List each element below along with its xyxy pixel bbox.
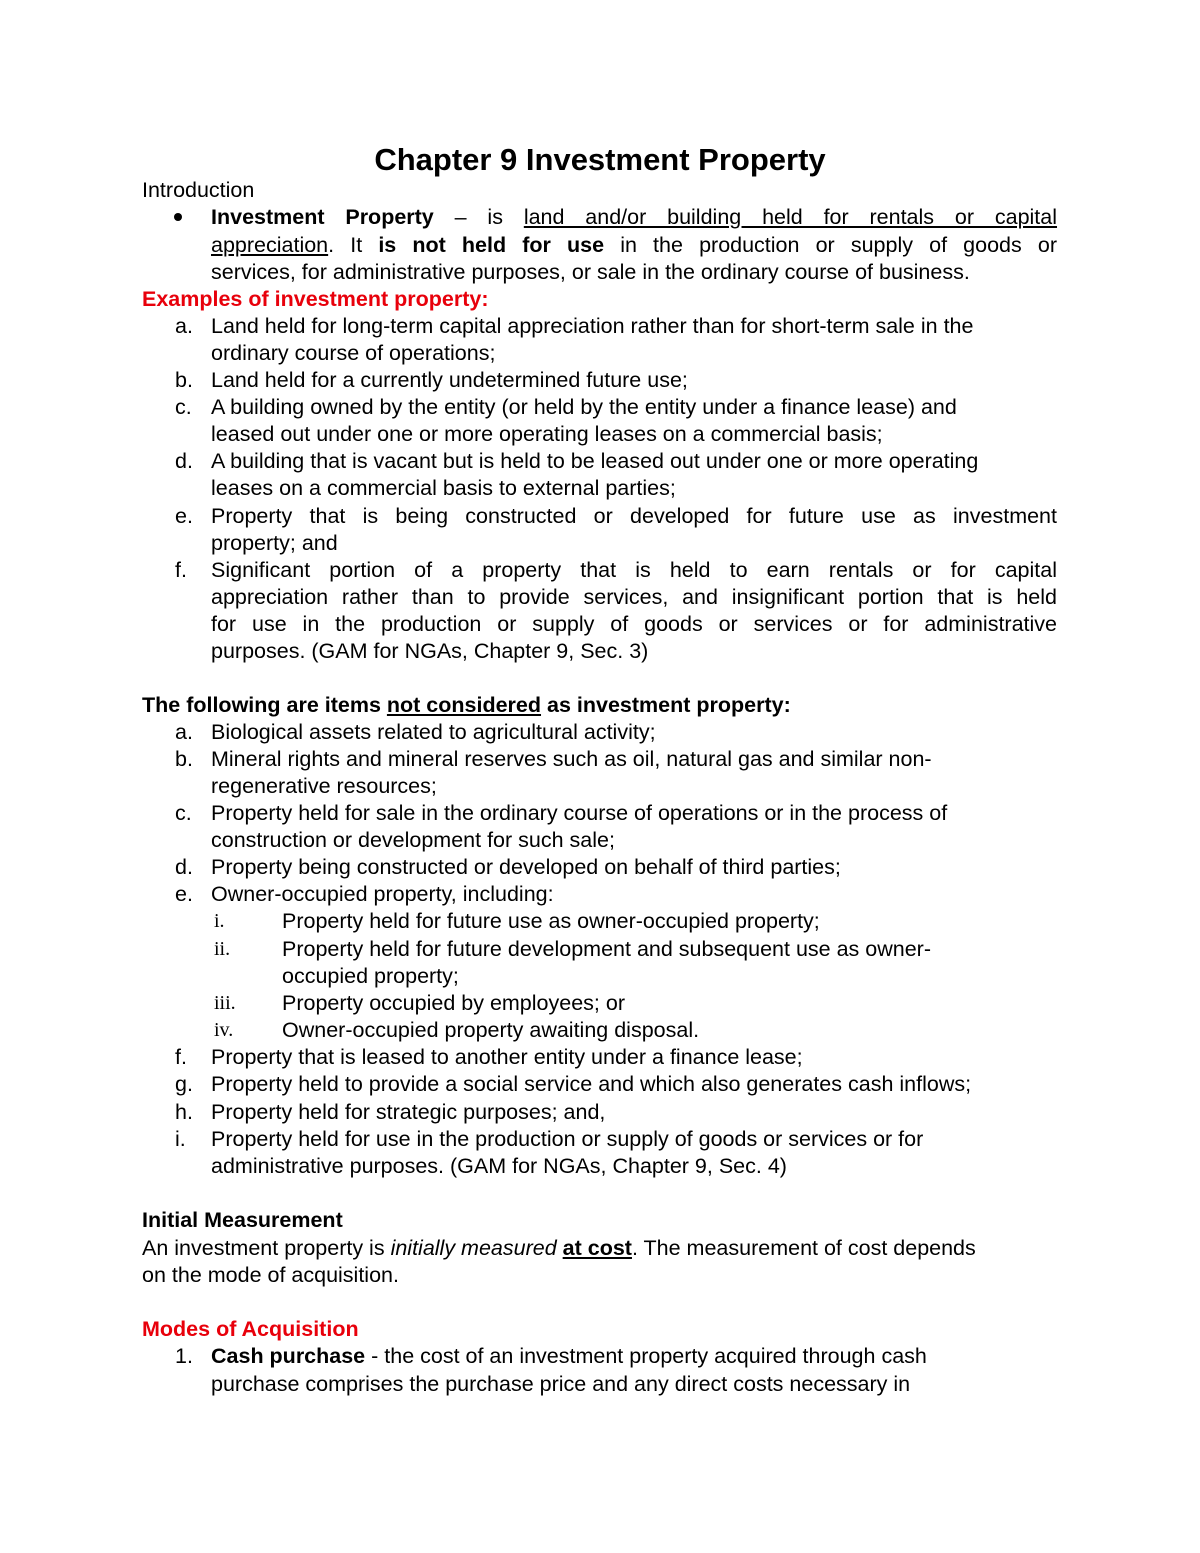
initial-measurement-line-2: on the mode of acquisition. [142,1263,399,1287]
heading-underlined: not considered [386,693,542,717]
list-marker: a. [175,720,193,744]
list-marker: d. [175,855,193,879]
definition-after-1: . It [328,233,379,257]
list-item: appreciation rather than to provide services, and insignificant portion that is held [211,585,1057,609]
list-item: regenerative resources; [211,774,437,798]
list-item: A building owned by the entity (or held by the entity under a finance lease) and [211,395,957,419]
intro-label: Introduction [142,178,255,202]
initial-measurement-heading: Initial Measurement [142,1208,343,1232]
list-item: Significant portion of a property that is held to earn rentals or for capital [211,558,1057,582]
list-marker: a. [175,314,193,338]
list-item [211,1343,927,1370]
heading-pre: The following are items [142,693,387,717]
sublist-marker: i. [214,910,225,932]
sublist-marker: iii. [214,992,236,1014]
list-item: for use in the production or supply of goods or services or for administrative [211,612,1057,636]
list-marker: f. [175,1045,187,1069]
list-item: leases on a commercial basis to external parties; [211,476,676,500]
definition-line-2 [211,232,1057,259]
list-marker: e. [175,504,193,528]
definition-line-1 [211,204,1057,231]
sublist-marker: iv. [214,1019,234,1041]
page-title: Chapter 9 Investment Property [374,142,826,177]
mode-cash-purchase-text: - the cost of an investment property acquired through cash [365,1344,927,1368]
list-item: purchase comprises the purchase price and any direct costs necessary in [211,1372,911,1396]
list-item: Property that is leased to another entity under a finance lease; [211,1045,803,1069]
sublist-item: occupied property; [282,964,459,988]
sublist-item: Property held for future development and subsequent use as owner- [282,937,931,961]
list-item: Owner-occupied property, including: [211,882,554,906]
definition-line-3: services, for administrative purposes, or sale in the ordinary course of business. [211,260,970,284]
definition-underlined-2: appreciation [211,233,329,257]
initial-post: . The measurement of cost depends [631,1236,976,1260]
not-considered-heading [142,692,791,719]
list-item: leased out under one or more operating leases on a commercial basis; [211,422,883,446]
list-item: Land held for a currently undetermined future use; [211,368,688,392]
list-marker: b. [175,747,193,771]
list-marker: f. [175,558,187,582]
definition-term: Investment Property [211,205,434,229]
list-item: Property held for sale in the ordinary course of operations or in the process of [211,801,948,825]
list-item: Property held for use in the production or supply of goods or services or for [211,1127,924,1151]
definition-dash: – is [433,205,524,229]
list-item: administrative purposes. (GAM for NGAs, Chapter 9, Sec. 4) [211,1154,787,1178]
list-marker: c. [175,395,192,419]
mode-cash-purchase: Cash purchase [211,1344,366,1368]
initial-italic: initially measured [390,1236,557,1260]
list-item: property; and [211,531,338,555]
sublist-marker: ii. [214,938,231,960]
sublist-item: Property occupied by employees; or [282,991,625,1015]
list-marker: h. [175,1100,193,1124]
list-item: ordinary course of operations; [211,341,496,365]
list-marker: 1. [175,1344,193,1368]
list-item: Property being constructed or developed on behalf of third parties; [211,855,841,879]
bullet-icon [174,213,182,221]
list-marker: i. [175,1127,186,1151]
definition-underlined-1: land and/or building held for rentals or capital [523,205,1058,229]
definition-after-2: in the production or supply of goods or [604,233,1057,257]
definition-bold-2: is not held for use [378,233,605,257]
list-item: Mineral rights and mineral reserves such as oil, natural gas and similar non- [211,747,932,771]
list-item: Property that is being constructed or developed for future use as investment [211,504,1057,528]
sublist-item: Property held for future use as owner-occupied property; [282,909,820,933]
list-marker: e. [175,882,193,906]
list-item: Land held for long-term capital appreciation rather than for short-term sale in the [211,314,974,338]
initial-at-cost: at cost [562,1236,632,1260]
list-item: purposes. (GAM for NGAs, Chapter 9, Sec. 3) [211,639,649,663]
list-item: A building that is vacant but is held to be leased out under one or more operating [211,449,979,473]
initial-measurement-line-1 [142,1235,976,1262]
examples-heading: Examples of investment property: [142,287,489,311]
modes-heading: Modes of Acquisition [142,1317,359,1341]
list-marker: g. [175,1072,193,1096]
list-item: Biological assets related to agricultural activity; [211,720,656,744]
list-item: construction or development for such sale; [211,828,615,852]
list-marker: d. [175,449,193,473]
sublist-item: Owner-occupied property awaiting disposal. [282,1018,700,1042]
list-marker: c. [175,801,192,825]
initial-pre: An investment property is [142,1236,391,1260]
list-marker: b. [175,368,193,392]
list-item: Property held for strategic purposes; and, [211,1100,606,1124]
list-item: Property held to provide a social service and which also generates cash inflows; [211,1072,972,1096]
heading-post: as investment property: [541,693,791,717]
